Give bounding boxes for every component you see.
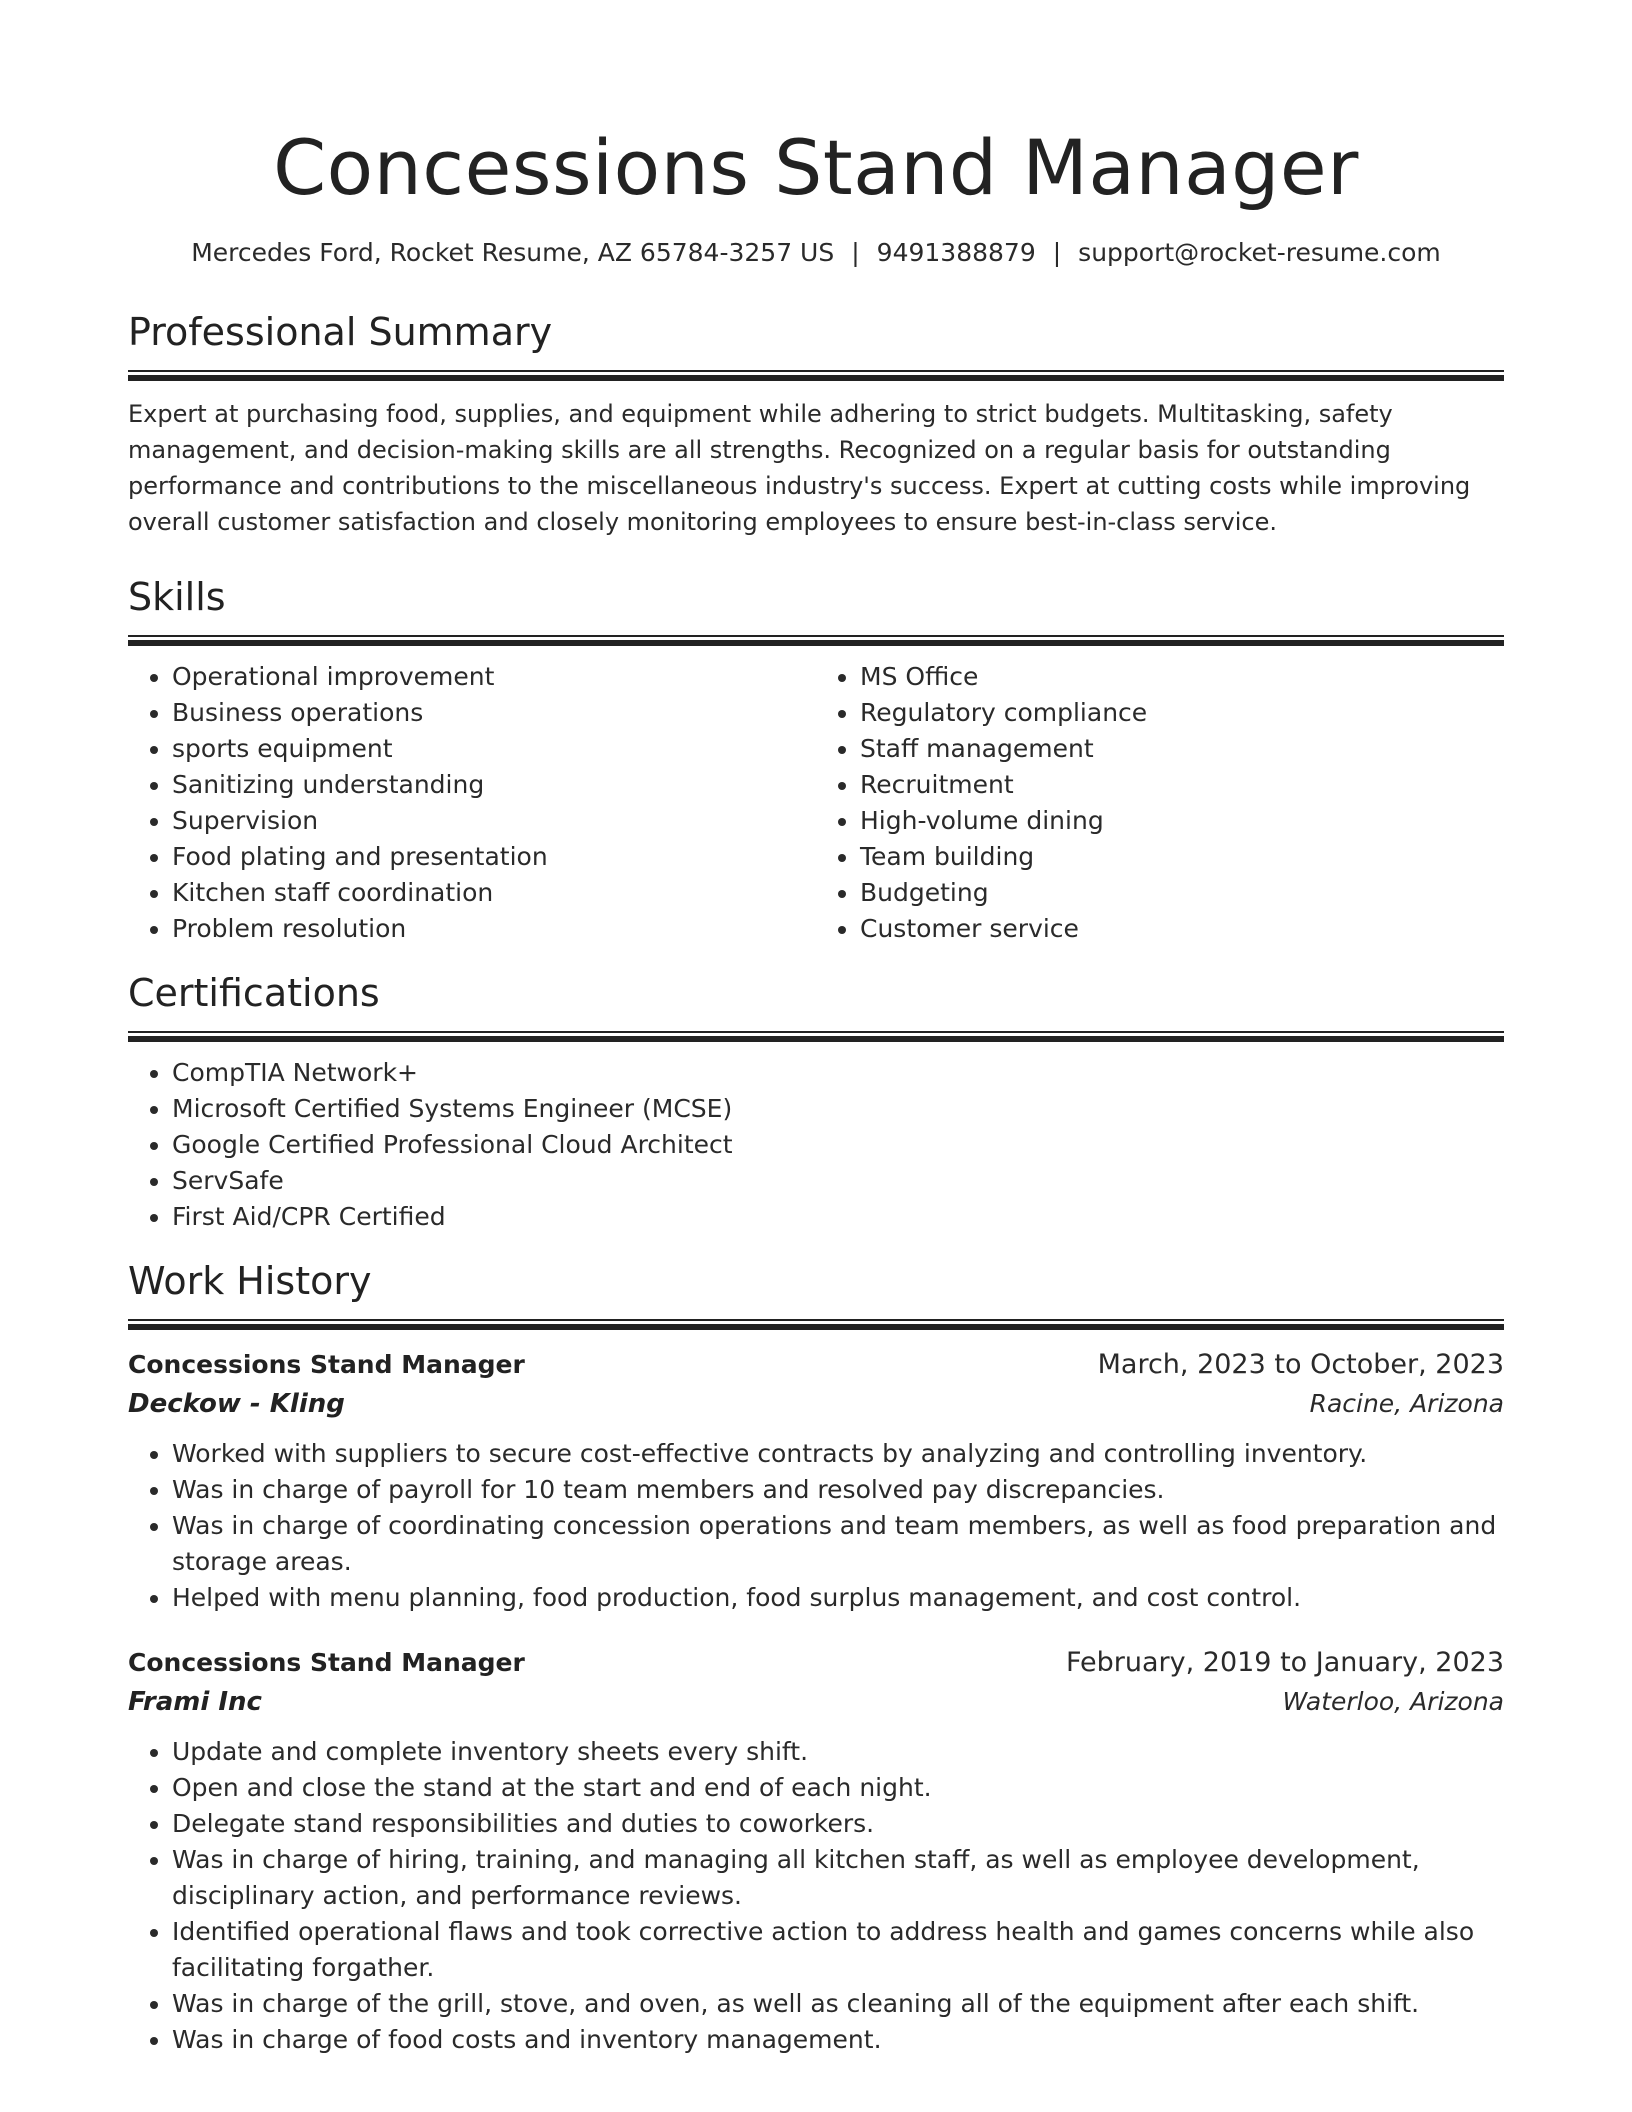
certification-item: • Google Certified Professional Cloud Architect <box>172 1127 1504 1163</box>
skill-item: • Business operations <box>172 695 816 731</box>
contact-phone: 9491388879 <box>876 238 1036 267</box>
skills-columns <box>128 659 1504 947</box>
skills-list-left <box>128 659 816 947</box>
skill-item: • MS Office <box>860 659 1504 695</box>
job-bullet: • Was in charge of the grill, stove, and oven, as well as cleaning all of the equipment after each shift. <box>172 1986 1504 2022</box>
job-bullet: • Was in charge of hiring, training, and managing all kitchen staff, as well as employee development, disciplinary action, and performance reviews. <box>172 1842 1504 1914</box>
section-divider <box>128 1319 1504 1330</box>
job-dates: February, 2019 to January, 2023 <box>1065 1647 1504 1678</box>
skill-item: • Team building <box>860 839 1504 875</box>
job-location: Racine, Arizona <box>1309 1389 1504 1418</box>
job-header-row <box>128 1644 1504 1682</box>
job-bullet: • Update and complete inventory sheets every shift. <box>172 1734 1504 1770</box>
certification-item: • CompTIA Network+ <box>172 1055 1504 1091</box>
job-bullets <box>128 1436 1504 1616</box>
section-heading-skills: Skills <box>128 575 226 619</box>
job-bullet: • Helped with menu planning, food production, food surplus management, and cost control. <box>172 1580 1504 1616</box>
job-entry <box>128 1644 1504 2058</box>
certifications-section <box>128 968 1504 1235</box>
job-bullet: • Identified operational flaws and took corrective action to address health and games concerns while also facilitating forgather. <box>172 1914 1504 1986</box>
summary-section <box>128 307 1504 540</box>
certifications-list <box>128 1055 1504 1235</box>
contact-separator: | <box>1052 238 1062 267</box>
resume-title: Concessions Stand Manager <box>273 123 1359 212</box>
certification-item: • Microsoft Certified Systems Engineer (MCSE) <box>172 1091 1504 1127</box>
summary-text: Expert at purchasing food, supplies, and equipment while adhering to strict budgets. Multitasking, safety management, and decision-making skills are all strengths. Recognized on a regular basis for outstanding performance and contributions to the miscellaneous industry's success. Expert at cutting costs while improving overall customer satisfaction and closely monitoring employees to ensure best-in-class service. <box>128 400 1471 536</box>
contact-separator: | <box>851 238 860 267</box>
skills-list-right <box>816 659 1504 947</box>
job-entry <box>128 1346 1504 1616</box>
skills-section <box>128 572 1504 947</box>
job-company: Frami Inc <box>128 1687 262 1717</box>
skill-item: • Recruitment <box>860 767 1504 803</box>
job-bullet: • Was in charge of payroll for 10 team members and resolved pay discrepancies. <box>172 1472 1504 1508</box>
skill-item: • High-volume dining <box>860 803 1504 839</box>
job-company-row <box>128 1384 1504 1424</box>
job-bullet: • Was in charge of food costs and inventory management. <box>172 2022 1504 2058</box>
job-bullets <box>128 1734 1504 2058</box>
job-location: Waterloo, Arizona <box>1282 1687 1504 1716</box>
section-divider <box>128 370 1504 381</box>
skill-item: • Sanitizing understanding <box>172 767 816 803</box>
section-heading-work-history: Work History <box>128 1259 372 1303</box>
section-divider <box>128 635 1504 646</box>
section-divider <box>128 1031 1504 1042</box>
skill-item: • sports equipment <box>172 731 816 767</box>
skill-item: • Customer service <box>860 911 1504 947</box>
skill-item: • Regulatory compliance <box>860 695 1504 731</box>
job-company-row <box>128 1682 1504 1722</box>
certification-item: • ServSafe <box>172 1163 1504 1199</box>
job-bullet: • Delegate stand responsibilities and duties to coworkers. <box>172 1806 1504 1842</box>
contact-line <box>128 236 1504 270</box>
skill-item: • Budgeting <box>860 875 1504 911</box>
skill-item: • Food plating and presentation <box>172 839 816 875</box>
job-bullet: • Was in charge of coordinating concession operations and team members, as well as food preparation and storage areas. <box>172 1508 1504 1580</box>
skill-item: • Supervision <box>172 803 816 839</box>
contact-address: Mercedes Ford, Rocket Resume, AZ 65784-3257 US <box>191 238 835 267</box>
job-header-row <box>128 1346 1504 1384</box>
skill-item: • Problem resolution <box>172 911 816 947</box>
job-title: Concessions Stand Manager <box>128 1350 525 1379</box>
job-bullet: • Worked with suppliers to secure cost-effective contracts by analyzing and controlling inventory. <box>172 1436 1504 1472</box>
contact-email: support@rocket-resume.com <box>1078 238 1441 267</box>
work-history-section <box>128 1256 1504 2058</box>
certification-item: • First Aid/CPR Certified <box>172 1199 1504 1235</box>
skill-item: • Kitchen staff coordination <box>172 875 816 911</box>
section-heading-summary: Professional Summary <box>128 310 553 354</box>
section-heading-certifications: Certifications <box>128 971 380 1015</box>
job-dates: March, 2023 to October, 2023 <box>1097 1349 1504 1380</box>
job-title: Concessions Stand Manager <box>128 1648 525 1677</box>
skill-item: • Staff management <box>860 731 1504 767</box>
skill-item: • Operational improvement <box>172 659 816 695</box>
job-bullet: • Open and close the stand at the start and end of each night. <box>172 1770 1504 1806</box>
job-company: Deckow - Kling <box>128 1389 345 1419</box>
